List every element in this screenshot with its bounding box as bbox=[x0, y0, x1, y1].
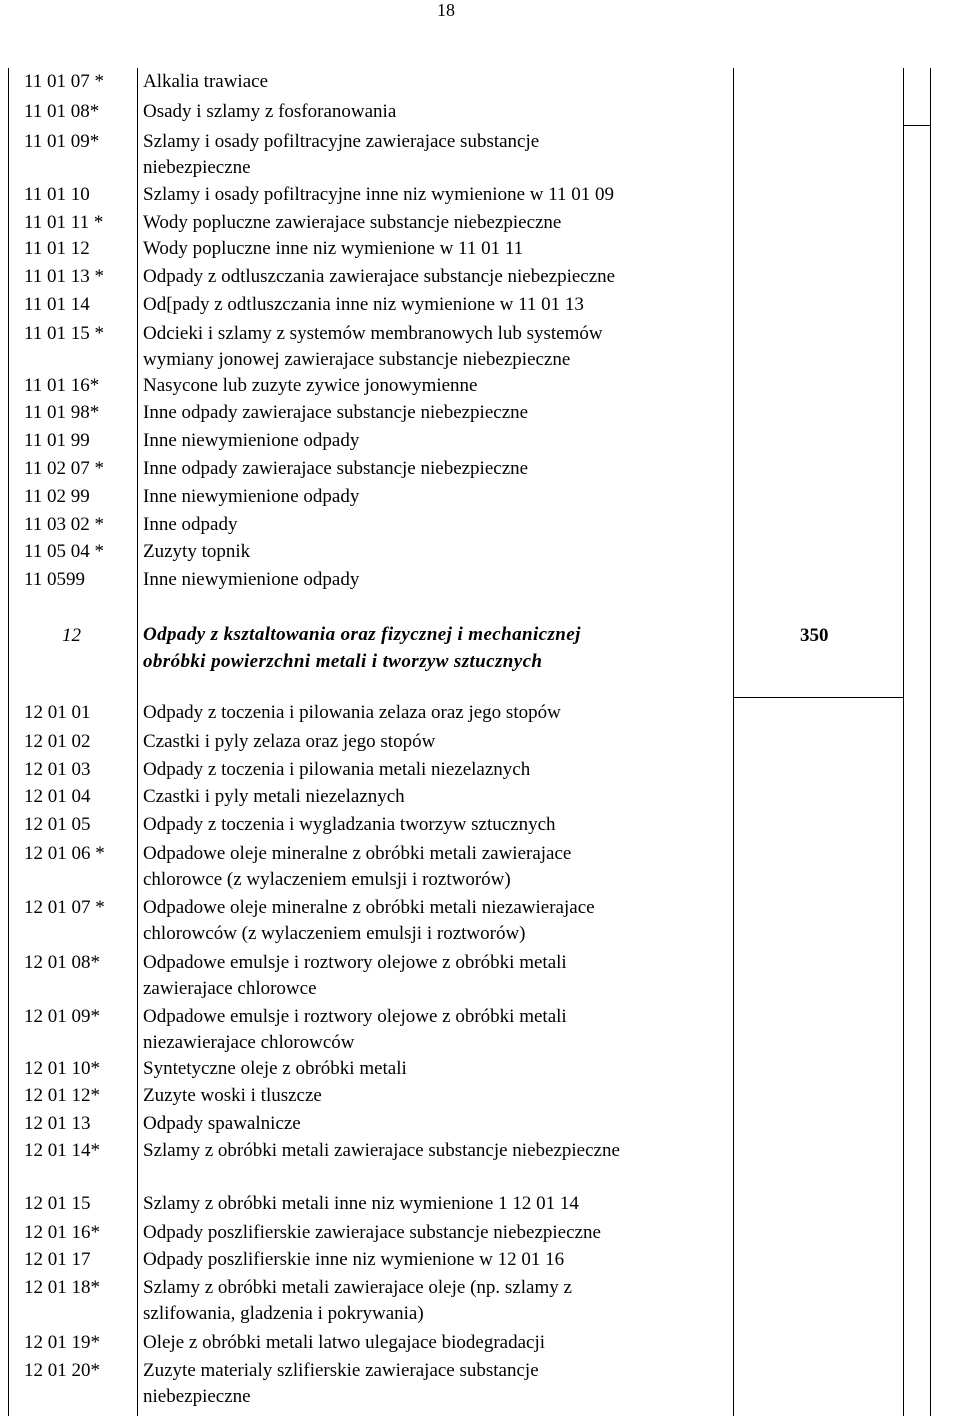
waste-code: 11 01 12 bbox=[24, 238, 90, 259]
group-description-line: obróbki powierzchni metali i tworzyw sztucznych bbox=[143, 651, 543, 672]
waste-description bbox=[143, 1083, 733, 1109]
description-line: niebezpieczne bbox=[143, 1386, 251, 1407]
description-line: Odcieki i szlamy z systemów membranowych lub systemów bbox=[143, 323, 603, 344]
waste-description bbox=[143, 264, 733, 290]
waste-description bbox=[143, 895, 733, 947]
description-line: Odpadowe emulsje i roztwory olejowe z obróbki metali bbox=[143, 1006, 567, 1027]
waste-code: 11 01 10 bbox=[24, 184, 90, 205]
waste-description bbox=[143, 428, 733, 454]
waste-code: 12 01 01 bbox=[24, 702, 91, 723]
description-line: Odpady spawalnicze bbox=[143, 1113, 301, 1134]
description-line: Inne odpady zawierajace substancje niebezpieczne bbox=[143, 402, 529, 423]
description-line: Odpadowe emulsje i roztwory olejowe z obróbki metali bbox=[143, 952, 567, 973]
description-line: Inne niewymienione odpady bbox=[143, 486, 360, 507]
waste-code: 12 01 07 * bbox=[24, 897, 105, 918]
waste-description bbox=[143, 1191, 733, 1217]
waste-description bbox=[143, 512, 733, 538]
waste-code: 12 01 08* bbox=[24, 952, 100, 973]
waste-description bbox=[143, 784, 733, 810]
column-divider-value bbox=[903, 68, 904, 1416]
waste-code: 12 01 15 bbox=[24, 1193, 91, 1214]
description-line: Inne niewymienione odpady bbox=[143, 430, 360, 451]
description-line: Odpadowe oleje mineralne z obróbki metali niezawierajace bbox=[143, 897, 595, 918]
description-line: Odpady z toczenia i wygladzania tworzyw sztucznych bbox=[143, 814, 556, 835]
description-line: Wody popluczne zawierajace substancje niebezpieczne bbox=[143, 212, 562, 233]
description-line: Inne niewymienione odpady bbox=[143, 569, 360, 590]
waste-code: 11 01 13 * bbox=[24, 266, 105, 287]
description-line: Szlamy z obróbki metali inne niz wymienione 1 12 01 14 bbox=[143, 1193, 579, 1214]
waste-description bbox=[143, 99, 733, 125]
waste-code: 12 01 13 bbox=[24, 1113, 91, 1134]
description-line: Zuzyte materialy szlifierskie zawierajace substancje bbox=[143, 1360, 539, 1381]
waste-code: 11 01 98* bbox=[24, 402, 100, 423]
description-line: Szlamy z obróbki metali zawierajace substancje niebezpieczne bbox=[143, 1140, 620, 1161]
waste-description bbox=[143, 812, 733, 838]
table-border-left bbox=[8, 68, 9, 1416]
waste-description bbox=[143, 841, 733, 893]
description-line: Wody popluczne inne niz wymienione w 11 01 11 bbox=[143, 238, 524, 259]
description-line: Odpady poszlifierskie inne niz wymienione w 12 01 16 bbox=[143, 1249, 565, 1270]
waste-code: 12 01 16* bbox=[24, 1222, 100, 1243]
waste-code: 11 05 04 * bbox=[24, 541, 105, 562]
waste-description bbox=[143, 567, 733, 593]
description-line: Inne odpady zawierajace substancje niebezpieczne bbox=[143, 458, 529, 479]
waste-description bbox=[143, 729, 733, 755]
waste-description bbox=[143, 1220, 733, 1246]
description-line: Odpady z toczenia i pilowania metali niezelaznych bbox=[143, 759, 531, 780]
description-line: Czastki i pyly zelaza oraz jego stopów bbox=[143, 731, 436, 752]
waste-code: 12 01 10* bbox=[24, 1058, 100, 1079]
waste-description bbox=[143, 1004, 733, 1056]
description-line: niebezpieczne bbox=[143, 157, 251, 178]
waste-description bbox=[143, 210, 733, 236]
description-line: Zuzyte woski i tluszcze bbox=[143, 1085, 322, 1106]
waste-description bbox=[143, 456, 733, 482]
waste-code: 12 01 05 bbox=[24, 814, 91, 835]
waste-code: 12 01 12* bbox=[24, 1085, 100, 1106]
waste-description bbox=[143, 1138, 733, 1164]
description-line: chlorowców (z wylaczeniem emulsji i roztworów) bbox=[143, 923, 526, 944]
waste-code: 12 01 17 bbox=[24, 1249, 91, 1270]
waste-description bbox=[143, 700, 733, 726]
row-divider-small bbox=[903, 125, 930, 126]
waste-code: 12 01 09* bbox=[24, 1006, 100, 1027]
waste-description bbox=[143, 400, 733, 426]
description-line: Zuzyty topnik bbox=[143, 541, 251, 562]
description-line: Od[pady z odtluszczania inne niz wymienione w 11 01 13 bbox=[143, 294, 584, 315]
group-description bbox=[143, 621, 733, 675]
description-line: Czastki i pyly metali niezelaznych bbox=[143, 786, 405, 807]
waste-description bbox=[143, 182, 733, 208]
waste-description bbox=[143, 539, 733, 565]
waste-code: 11 01 11 * bbox=[24, 212, 104, 233]
waste-description bbox=[143, 129, 733, 181]
description-line: zawierajace chlorowce bbox=[143, 978, 317, 999]
column-divider-code bbox=[137, 68, 138, 1416]
waste-description bbox=[143, 757, 733, 783]
description-line: Szlamy i osady pofiltracyjne inne niz wymienione w 11 01 09 bbox=[143, 184, 615, 205]
waste-description bbox=[143, 1330, 733, 1356]
description-line: Alkalia trawiace bbox=[143, 71, 269, 92]
waste-code: 11 01 14 bbox=[24, 294, 90, 315]
waste-code: 12 01 02 bbox=[24, 731, 91, 752]
waste-description bbox=[143, 1358, 733, 1410]
group-code: 12 bbox=[62, 625, 81, 646]
waste-description bbox=[143, 1056, 733, 1082]
waste-code: 11 01 09* bbox=[24, 131, 100, 152]
table-border-right bbox=[930, 68, 931, 1416]
waste-code: 11 03 02 * bbox=[24, 514, 105, 535]
description-line: Odpady poszlifierskie zawierajace substancje niebezpieczne bbox=[143, 1222, 601, 1243]
description-line: Syntetyczne oleje z obróbki metali bbox=[143, 1058, 407, 1079]
waste-code: 11 01 16* bbox=[24, 375, 100, 396]
waste-description bbox=[143, 1111, 733, 1137]
group-divider bbox=[733, 697, 903, 698]
waste-description bbox=[143, 373, 733, 399]
description-line: Oleje z obróbki metali latwo ulegajace biodegradacji bbox=[143, 1332, 545, 1353]
waste-code: 11 01 07 * bbox=[24, 71, 105, 92]
waste-code: 11 02 99 bbox=[24, 486, 90, 507]
description-line: Nasycone lub zuzyte zywice jonowymienne bbox=[143, 375, 478, 396]
waste-code: 11 02 07 * bbox=[24, 458, 105, 479]
waste-description bbox=[143, 321, 733, 373]
waste-description bbox=[143, 484, 733, 510]
waste-code: 12 01 04 bbox=[24, 786, 91, 807]
description-line: chlorowce (z wylaczeniem emulsji i roztworów) bbox=[143, 869, 511, 890]
waste-code: 12 01 20* bbox=[24, 1360, 100, 1381]
waste-code: 12 01 06 * bbox=[24, 843, 105, 864]
description-line: Odpady z odtluszczania zawierajace substancje niebezpieczne bbox=[143, 266, 616, 287]
description-line: Szlamy z obróbki metali zawierajace oleje (np. szlamy z bbox=[143, 1277, 572, 1298]
waste-code: 11 01 08* bbox=[24, 101, 100, 122]
page-number: 18 bbox=[437, 0, 455, 20]
waste-description bbox=[143, 1247, 733, 1273]
waste-description bbox=[143, 69, 733, 95]
description-line: Odpadowe oleje mineralne z obróbki metali zawierajace bbox=[143, 843, 572, 864]
waste-code: 12 01 18* bbox=[24, 1277, 100, 1298]
group-value: 350 bbox=[800, 625, 829, 646]
waste-description bbox=[143, 1275, 733, 1327]
waste-description bbox=[143, 292, 733, 318]
description-line: Osady i szlamy z fosforanowania bbox=[143, 101, 397, 122]
description-line: Inne odpady bbox=[143, 514, 238, 535]
description-line: Szlamy i osady pofiltracyjne zawierajace substancje bbox=[143, 131, 540, 152]
group-description-line: Odpady z ksztaltowania oraz fizycznej i mechanicznej bbox=[143, 624, 581, 645]
waste-code: 12 01 03 bbox=[24, 759, 91, 780]
description-line: Odpady z toczenia i pilowania zelaza oraz jego stopów bbox=[143, 702, 561, 723]
waste-code: 12 01 14* bbox=[24, 1140, 100, 1161]
description-line: szlifowania, gladzenia i pokrywania) bbox=[143, 1303, 424, 1324]
waste-description bbox=[143, 236, 733, 262]
waste-code: 11 0599 bbox=[24, 569, 86, 590]
description-line: niezawierajace chlorowców bbox=[143, 1032, 355, 1053]
waste-code: 11 01 99 bbox=[24, 430, 90, 451]
waste-description bbox=[143, 950, 733, 1002]
waste-code: 11 01 15 * bbox=[24, 323, 105, 344]
column-divider-description bbox=[733, 68, 734, 1416]
waste-code: 12 01 19* bbox=[24, 1332, 100, 1353]
description-line: wymiany jonowej zawierajace substancje niebezpieczne bbox=[143, 349, 571, 370]
